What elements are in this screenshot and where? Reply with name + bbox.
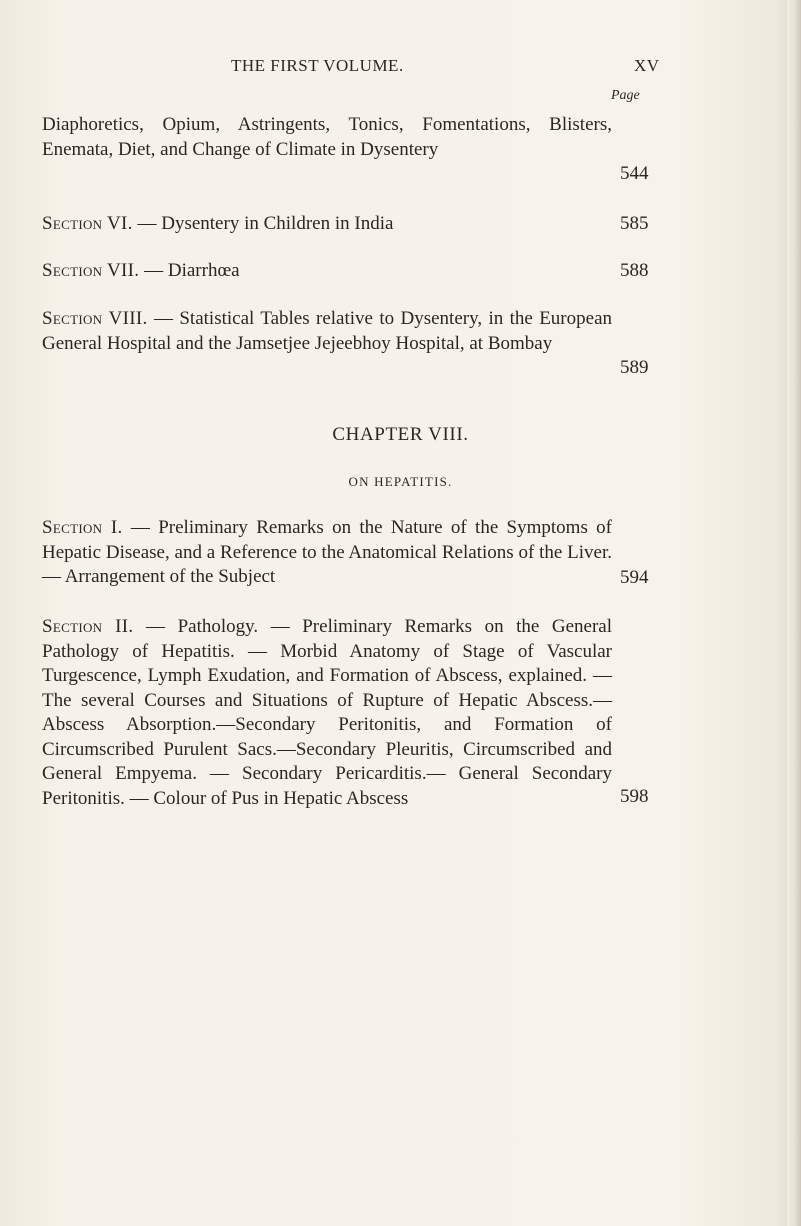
section-label: Section II. xyxy=(42,616,134,637)
toc-entry-text: Diaphoretics, Opium, Astringents, Tonics, Fomentations, Blisters, Enemata, Diet, and Change of Climate in Dysentery xyxy=(42,114,612,160)
toc-page-number: 544 xyxy=(620,163,649,184)
page-edge xyxy=(787,0,801,1226)
chapter-subtitle: ON HEPATITIS. xyxy=(348,474,453,489)
toc-entry-text: — Statistical Tables relative to Dysentery, in the European General Hospital and the Jamsetjee Jejeebhoy Hospital, at Bombay xyxy=(42,308,613,354)
section-label: Section I. xyxy=(42,517,123,538)
toc-entry-ch8-section-1 xyxy=(42,516,612,590)
toc-entry-text: — Preliminary Remarks on the Nature of the Symptoms of Hepatic Disease, and a Reference to the Anatomical Relations of the Liver. — Arrangement of the Subject xyxy=(42,517,612,587)
page-column-label: Page xyxy=(611,88,640,103)
chapter-title: CHAPTER VIII. xyxy=(332,424,469,445)
toc-page-number: 594 xyxy=(620,567,649,588)
running-head: THE FIRST VOLUME. xyxy=(231,56,404,75)
section-label: Section VI. xyxy=(42,213,133,234)
toc-page-number: 588 xyxy=(620,260,649,281)
toc-entry-section-7 xyxy=(42,259,612,284)
toc-entry-section-8 xyxy=(42,307,612,356)
toc-entry-ch8-section-2 xyxy=(42,615,612,811)
page-header xyxy=(0,56,801,80)
toc-entry-text: — Pathology. — Preliminary Remarks on the General Pathology of Hepatitis. — Morbid Anatomy of Stage of Vascular Turgescence, Lymph Exudation, and Formation of Abscess, explained. — The several Courses and Situations of Rupture of Hepatic Abscess.—Abscess Absorption.—Secondary Peritonitis, and Formation of Circumscribed Purulent Sacs.—Secondary Pleuritis, Circumscribed and General Empyema. — Secondary Pericarditis.— General Secondary Peritonitis. — Colour of Pus in Hepatic Abscess xyxy=(42,616,613,809)
toc-page-number: 598 xyxy=(620,786,649,807)
toc-page-number: 585 xyxy=(620,213,649,234)
page-folio: XV xyxy=(634,56,660,75)
toc-entry-text: — Diarrhœa xyxy=(144,260,240,281)
section-label: Section VII. xyxy=(42,260,140,281)
toc-entry-text: — Dysentery in Children in India xyxy=(137,213,394,234)
toc-page-number: 589 xyxy=(620,357,649,378)
section-label: Section VIII. xyxy=(42,308,148,329)
toc-entry-section-6 xyxy=(42,212,612,237)
toc-entry-diaphoretics xyxy=(42,113,612,162)
